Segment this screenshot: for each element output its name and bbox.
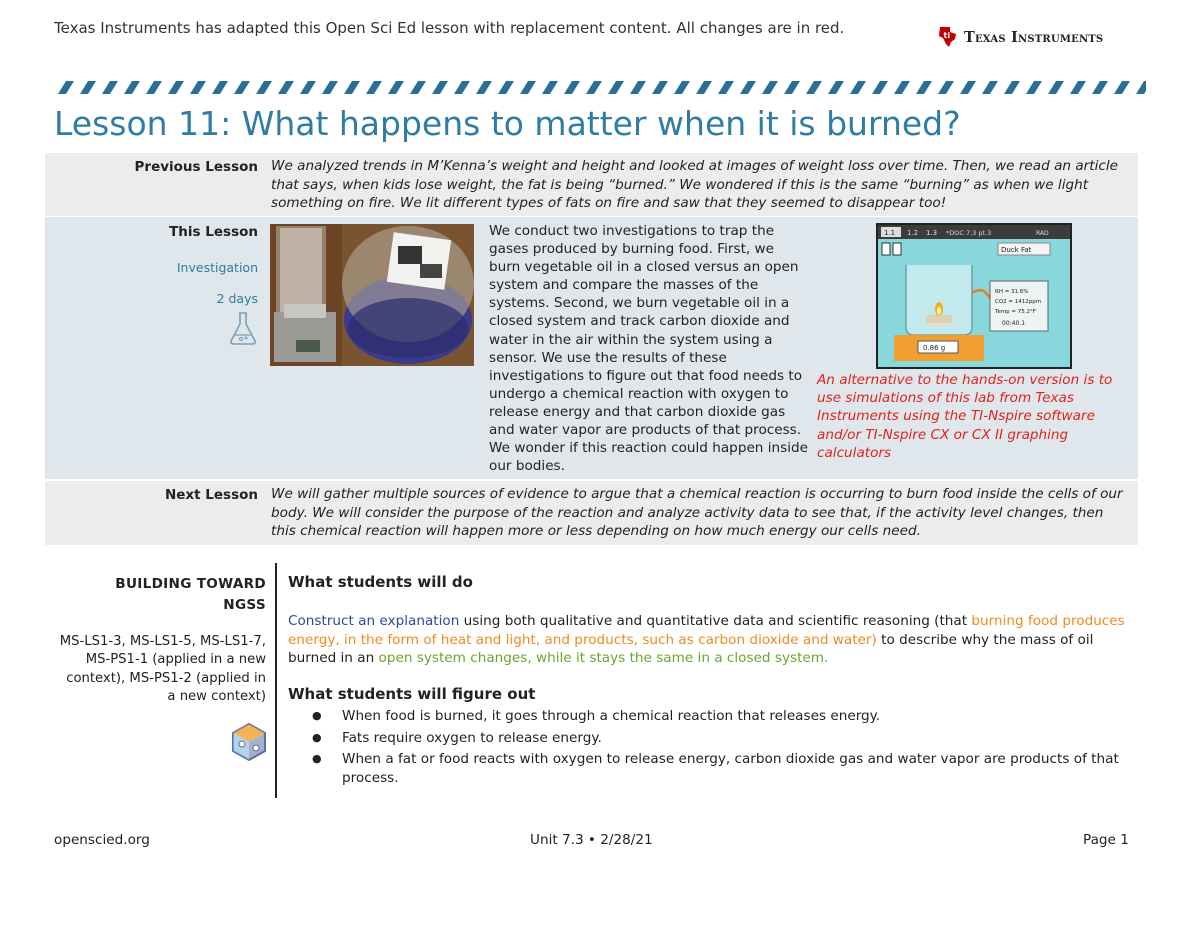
- ngss-heading: [60, 574, 266, 616]
- list-item: ● When a fat or food reacts with oxygen to release energy, carbon dioxide gas and water vapor are products of that process.: [312, 750, 1132, 787]
- previous-lesson-text: We analyzed trends in M’Kenna’s weight and height and looked at images of weight loss over time. Then, we read an article that says, when kids lose weight, the fat is being “burned.” We wondered if this is the same “burning” as when we light something on fire. We lit different types of fats on fire and saw that they seemed to disappear too!: [271, 158, 1118, 211]
- sim-rad-label: RAD: [1036, 230, 1049, 237]
- figure-out-heading: What students will figure out: [288, 685, 536, 703]
- ngss-standards: MS-LS1-3, MS-LS1-5, MS-LS1-7, MS-PS1-1 (applied in a new context), MS-PS1-2 (applied in a new context): [59, 634, 266, 704]
- figure-out-list: [312, 707, 1132, 790]
- lesson-title: Lesson 11: What happens to matter when it is burned?: [54, 104, 961, 143]
- ti-alternative-note: An alternative to the hands-on version is to use simulations of this lab from Texas Instruments using the TI-Nspire software and/or TI-Nspire CX or CX II graphing calculators: [817, 372, 1113, 461]
- this-lesson-description: We conduct two investigations to trap the gases produced by burning food. First, we burn vegetable oil in a closed versus an open system and compare the masses of the systems. Second, we burn vegetable oil in a closed system and track carbon dioxide and water in the air within the system using a sensor. We use the results of these investigations to figure out that food needs to undergo a chemical reaction with oxygen to release energy and that carbon dioxide gas and water vapor are products of that process. We wonder if this reaction could happen inside our bodies.: [489, 223, 808, 475]
- ti-nspire-simulation-screenshot: [876, 223, 1072, 369]
- title-stripe-band: [54, 81, 1146, 94]
- footer-site: openscied.org: [54, 832, 150, 848]
- next-lesson-label: Next Lesson: [164, 487, 258, 503]
- lesson-type: Investigation: [176, 260, 258, 275]
- footer-page: Page 1: [1083, 832, 1129, 848]
- ngss-heading-line2: NGSS: [223, 597, 266, 613]
- sim-sensor-temp: Temp = 75.2°F: [995, 309, 1036, 315]
- students-do-segment: using both qualitative and quantitative data and scientific reasoning (that: [459, 613, 972, 629]
- students-do-heading: What students will do: [288, 573, 473, 591]
- list-item: ● Fats require oxygen to release energy.: [312, 729, 1132, 748]
- sim-tab-3: 1.3: [926, 229, 938, 237]
- students-do-segment: to describe why the mass of oil burned in an: [288, 631, 1094, 666]
- sim-sensor-time: 00:40.1: [1002, 320, 1026, 327]
- ngss-heading-line1: BUILDING TOWARD: [115, 576, 266, 592]
- svg-text:ti: ti: [943, 31, 951, 40]
- texas-instruments-logo: [938, 24, 1103, 50]
- column-divider: [275, 563, 277, 798]
- adaptation-note: Texas Instruments has adapted this Open Sci Ed lesson with replacement content. All changes are in red.: [54, 19, 845, 37]
- students-do-text: [288, 612, 1138, 668]
- ngss-cube-icon: [230, 722, 268, 762]
- this-lesson-label: This Lesson: [169, 224, 258, 240]
- sim-tab-1: 1.1: [884, 229, 896, 237]
- sim-doc-label: *DOC 7.3 pt.3: [946, 229, 992, 237]
- sim-sensor-rh: RH = 31.6%: [995, 289, 1029, 295]
- sim-sensor-co2: CO2 = 1412ppm: [995, 299, 1042, 305]
- previous-lesson-label: Previous Lesson: [134, 159, 258, 175]
- flask-icon: [227, 310, 259, 346]
- core-idea-phrase: burning food produces energy, in the form of heat and light, and products, such as carbon dioxide and water): [288, 613, 1125, 648]
- ti-logo-text: Texas Instruments: [964, 28, 1104, 46]
- next-lesson-text: We will gather multiple sources of evidence to argue that a chemical reaction is occurring to burn food inside the cells of our body. We will consider the purpose of the reaction and analyze activity data to see that, if the activity level changes, then this chemical reaction will happen more or less depending on how much energy our cells need.: [271, 486, 1123, 539]
- practice-phrase: Construct an explanation: [288, 613, 460, 629]
- footer-unit: Unit 7.3 • 2/28/21: [530, 832, 653, 848]
- sim-choice-label: Duck Fat: [1001, 246, 1032, 254]
- sim-tab-2: 1.2: [907, 229, 919, 237]
- lesson-duration: 2 days: [216, 291, 258, 306]
- list-item: ● When food is burned, it goes through a chemical reaction that releases energy.: [312, 707, 1132, 726]
- ti-state-icon: [938, 25, 958, 49]
- sim-balance-reading: 0.86 g: [923, 344, 946, 352]
- crosscutting-phrase: open system changes, while it stays the same in a closed system.: [378, 650, 829, 666]
- lab-setup-photos: [270, 224, 474, 366]
